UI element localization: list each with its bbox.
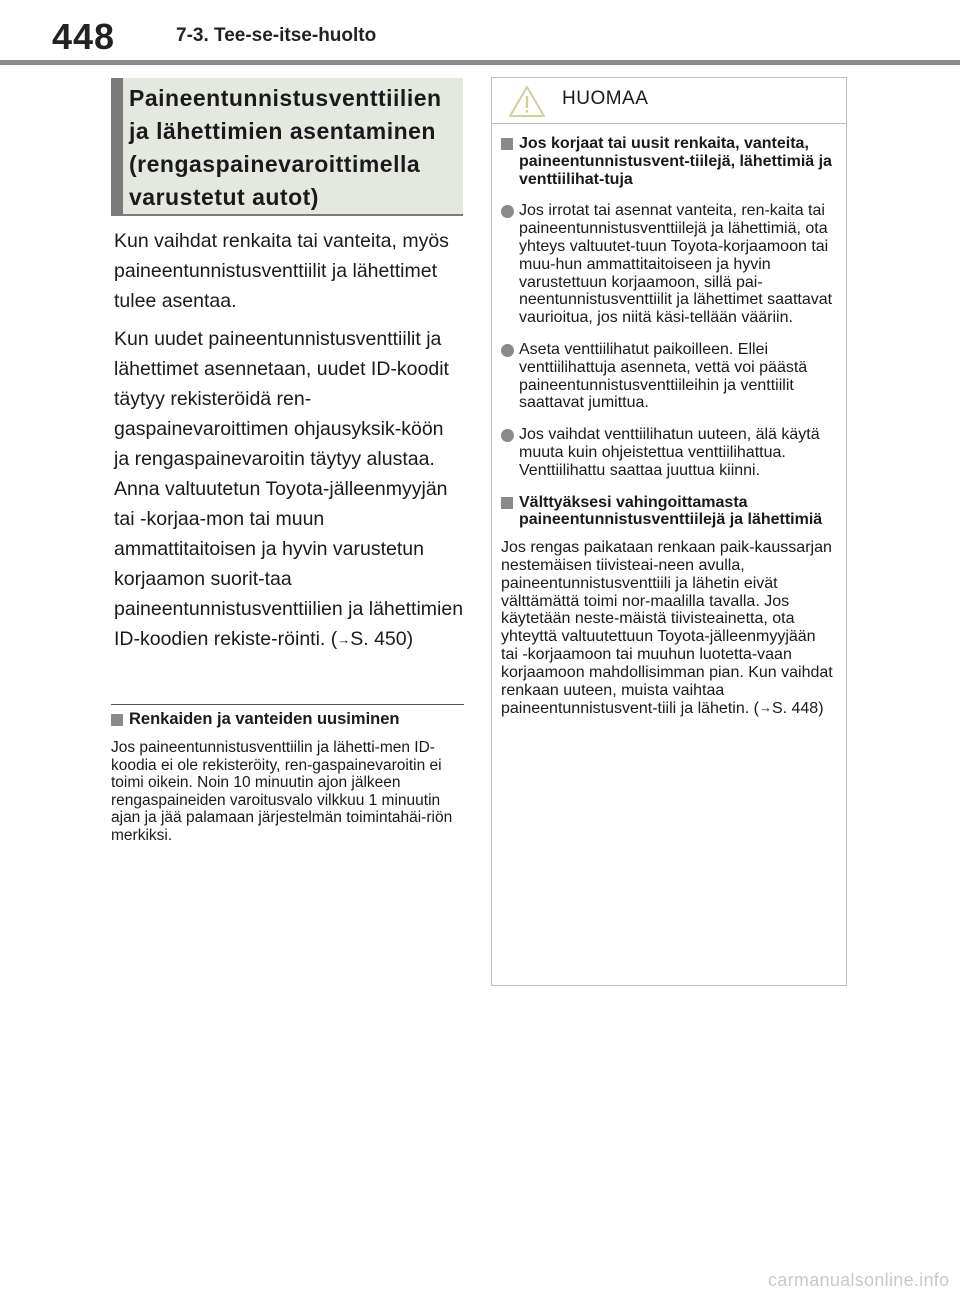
note-item-text: Jos irrotat tai asennat vanteita, ren-kaita tai paineentunnistusventtiilejä ja lähettimiä, ota yhteys valtuutet-tuun Toyota-korjaamoon tai muu-hun ammattitaitoiseen ja hyvin varustettuun korjaamoon, sillä pai-neentunnistusventtiilit ja lähettimet saattavat vaurioitua, jos niitä käsi-tellään vääriin. bbox=[519, 202, 833, 327]
note-title: HUOMAA bbox=[562, 88, 649, 109]
note-item bbox=[501, 202, 836, 327]
note-item-text: Aseta venttiilihatut paikoilleen. Ellei venttiilihattuja asenneta, vettä voi päästä paineentunnistusventtiileihin ja venttiilit saattavat jumittua. bbox=[519, 340, 808, 412]
paragraph-1: Kun vaihdat renkaita tai vanteita, myös paineentunnistusventtiilit ja lähettimet tulee asentaa. bbox=[114, 230, 449, 312]
subsection-heading bbox=[111, 710, 465, 729]
paragraph-2 bbox=[114, 324, 464, 655]
note-paragraph-text: Jos rengas paikataan renkaan paik-kaussarjan nestemäisen tiivisteai-neen avulla, paineentunnistusventtiili ja lähetin eivät välttämättä toimi nor-maalilla tavalla. Jos käytetään neste-mäistä tiivisteainetta, ota yhteyttä valtuutettuun Toyota-jälleenmyyjään tai -korjaamoon tai muuhun luotetta-vaan korjaamoon mahdollisimman pian. Kun vaihdat renkaan uuteen, muista vaihtaa paineentunnistusvent-tiili ja lähetin. ( bbox=[501, 539, 833, 718]
page-reference-link[interactable]: S. 450) bbox=[350, 628, 414, 650]
section-title: 7-3. Tee-se-itse-huolto bbox=[176, 25, 377, 46]
note-body bbox=[492, 124, 846, 718]
note-item bbox=[501, 426, 836, 479]
circle-bullet-icon bbox=[501, 344, 519, 357]
paragraph-2-text: Kun uudet paineentunnistusventtiilit ja lähettimet asennetaan, uudet ID-koodit täytyy rekisteröidä ren-gaspainevaroittimen ohjausyksik-köön ja rengaspainevaroitin täytyy alustaa. Anna valtuutetun Toyota-jälleenmyyjän tai -korjaa-mon tai muun ammattitaitoisen ja hyvin varustetun korjaamon suorit-taa paineentunnistusventtiilien ja lähettimien ID-koodien rekiste-röinti. ( bbox=[114, 328, 464, 650]
subsection-rule bbox=[111, 704, 464, 705]
note-item bbox=[501, 341, 836, 412]
square-bullet-icon bbox=[501, 138, 519, 150]
note-item-heading: Välttyäksesi vahingoittamasta paineentunnistusventtiilejä ja lähettimiä bbox=[519, 493, 823, 529]
warning-triangle-icon bbox=[508, 85, 546, 123]
note-header bbox=[492, 78, 846, 124]
square-bullet-icon bbox=[501, 497, 519, 509]
page-number: 448 bbox=[52, 16, 116, 57]
note-item bbox=[501, 494, 836, 530]
page-reference-link[interactable]: S. 448) bbox=[771, 700, 824, 718]
body-text bbox=[114, 226, 464, 663]
note-item-text: Jos vaihdat venttiilihatun uuteen, älä käytä muuta kuin ohjeistettua venttiilihattua. Venttiilihattu saattaa juuttua kiinni. bbox=[519, 426, 820, 479]
note-paragraph bbox=[501, 539, 836, 718]
note-item bbox=[501, 135, 836, 188]
arrow-icon: → bbox=[337, 632, 351, 647]
subsection-text: Jos paineentunnistusventtiilin ja lähetti-men ID-koodia ei ole rekisteröity, ren-gaspainevaroitin ei toimi oikein. Noin 10 minuutin ajon jälkeen rengaspaineiden varoitusvalo vilkkuu 1 minuutin ajan ja jää palamaan järjestelmän toimintahäi-riön merkiksi. bbox=[111, 739, 453, 844]
arrow-icon: → bbox=[758, 700, 772, 716]
section-heading: Paineentunnistusventtiilien ja lähettimien asentaminen (rengaspainevaroittimella varustetut autot) bbox=[129, 85, 442, 210]
header-rule bbox=[0, 60, 960, 65]
watermark: carmanualsonline.info bbox=[768, 1270, 950, 1290]
subsection bbox=[111, 710, 465, 844]
note-box bbox=[491, 77, 847, 986]
heading-box bbox=[111, 78, 463, 216]
circle-bullet-icon bbox=[501, 205, 519, 218]
subsection-title: Renkaiden ja vanteiden uusiminen bbox=[129, 710, 400, 728]
circle-bullet-icon bbox=[501, 429, 519, 442]
square-bullet-icon bbox=[111, 714, 123, 726]
note-item-heading: Jos korjaat tai uusit renkaita, vanteita, paineentunnistusvent-tiilejä, lähettimiä ja venttiilihat-tuja bbox=[519, 135, 832, 188]
